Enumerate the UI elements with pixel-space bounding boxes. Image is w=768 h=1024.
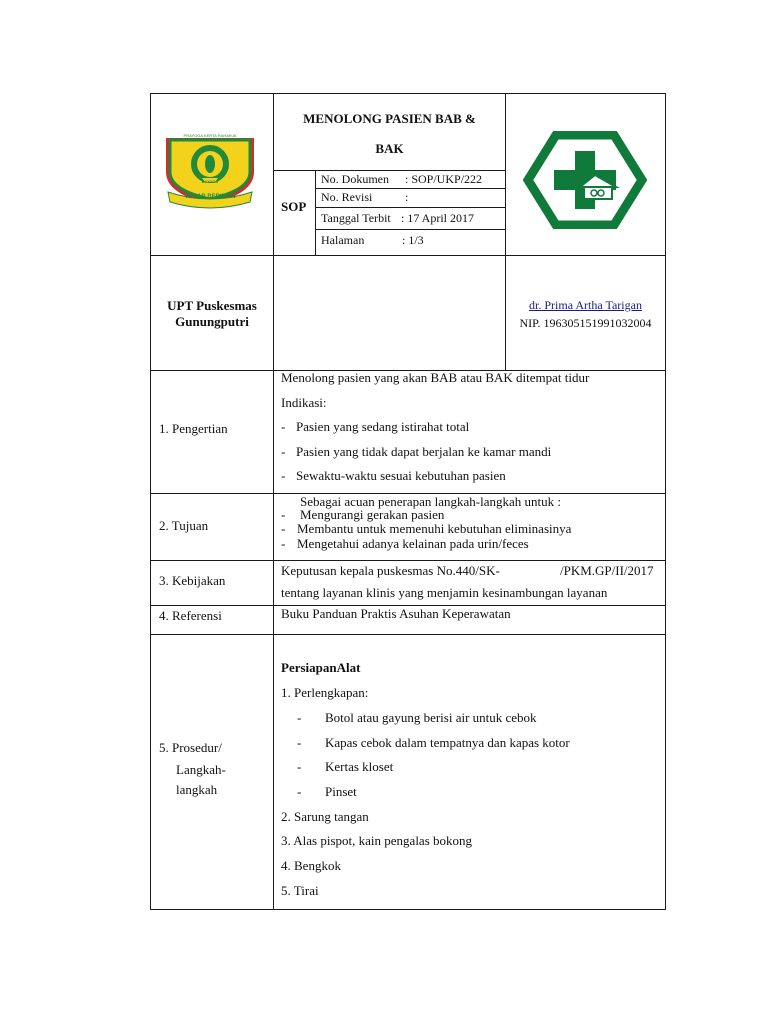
signer-nip: NIP. 196305151991032004 [519,316,652,330]
section-3-policy-line2: tentang layanan klinis yang menjamin kesinambungan layanan [281,585,608,600]
divider-docrow3 [315,229,506,230]
section-1-bullet-dash: - [281,444,286,459]
sop-title-line1: MENOLONG PASIEN BAB & [303,111,476,126]
section-2-bullet-dash: - [281,521,286,536]
section-5-subitem: Kertas kloset [325,759,394,774]
section-1-bullet-dash: - [281,419,286,434]
section-2-intro: Sebagai acuan penerapan langkah-langkah untuk : [300,494,561,509]
section-5-label-line2: Langkah- [176,762,226,777]
border-bottom [150,909,666,910]
logo-ribbon-text: BAYADA [201,179,219,184]
issue-date-label: Tanggal Terbit [321,211,391,225]
section-1-definition: Menolong pasien yang akan BAB atau BAK ditempat tidur [281,370,590,385]
divider-header [150,255,666,256]
section-4-reference: Buku Panduan Praktis Asuhan Keperawatan [281,606,511,621]
section-5-subitem: Botol atau gayung berisi air untuk cebok [325,710,537,725]
section-5-item-1: 1. Perlengkapan: [281,685,369,700]
section-3-policy-a: Keputusan kepala puskesmas No.440/SK- [281,563,500,578]
puskesmas-logo [522,131,648,229]
page-label: Halaman [321,233,365,247]
section-5-item: 5. Tirai [281,883,319,898]
section-2-label: 2. Tujuan [159,518,209,533]
section-3-label: 3. Kebijakan [159,573,226,588]
section-5-subitem: Kapas cebok dalam tempatnya dan kapas kotor [325,735,570,750]
sop-label: SOP [281,199,307,214]
divider-s4 [150,634,666,635]
section-5-subitem-dash: - [297,710,302,725]
doc-number-value: : SOP/UKP/222 [405,172,483,186]
org-name-line2: Gunungputri [175,314,249,329]
section-5-item: 3. Alas pispot, kain pengalas bokong [281,833,473,848]
section-5-label-line1: 5. Prosedur/ [159,740,222,755]
section-4-label: 4. Referensi [159,608,222,623]
section-5-subitem: Pinset [325,784,357,799]
divider-sop [315,170,316,255]
section-5-subitem-dash: - [297,759,302,774]
section-1-bullet-dash: - [281,468,286,483]
section-5-subitem-dash: - [297,784,302,799]
section-1-bullet: Pasien yang sedang istirahat total [296,419,470,434]
section-1-indication-heading: Indikasi: [281,395,327,410]
section-5-item: 4. Bengkok [281,858,341,873]
section-5-subitem-dash: - [297,735,302,750]
divider-title [273,170,506,171]
section-2-bullet: Membantu untuk memenuhi kebutuhan eliminasinya [297,521,572,536]
section-2-bullet: Mengetahui adanya kelainan pada urin/feces [297,536,529,551]
border-left [150,93,151,910]
signer-name: dr. Prima Artha Tarigan [529,298,642,312]
section-2-bullet: Mengurangi gerakan pasien [300,507,445,522]
revision-label: No. Revisi [321,190,373,204]
section-5-item: 2. Sarung tangan [281,809,369,824]
divider-docrow1 [315,188,506,189]
section-1-bullet: Sewaktu-waktu sesuai kebutuhan pasien [296,468,506,483]
logo-motto-text: TEGAR BERIMAN [184,194,236,200]
revision-value: : [405,190,409,204]
regency-logo [162,132,258,210]
section-1-bullet: Pasien yang tidak dapat berjalan ke kamar mandi [296,444,552,459]
sop-title-line2: BAK [375,141,404,156]
border-top [150,93,666,94]
divider-docrow2 [315,207,506,208]
page-value: : 1/3 [402,233,424,247]
border-right [665,93,666,910]
section-3-policy-b: /PKM.GP/II/2017 [560,563,654,578]
section-2-bullet-dash: - [281,507,286,522]
issue-date-value: : 17 April 2017 [401,211,475,225]
org-name-line1: UPT Puskesmas [167,298,257,313]
section-5-label-line3: langkah [176,782,218,797]
section-5-heading: PersiapanAlat [281,660,361,675]
divider-col1 [273,93,274,910]
section-1-label: 1. Pengertian [159,421,228,436]
doc-number-label: No. Dokumen [321,172,389,186]
logo-seal-text: PRAYOGA KERTA RAHARJA [183,133,237,138]
section-2-bullet-dash: - [281,536,286,551]
divider-s2 [150,560,666,561]
